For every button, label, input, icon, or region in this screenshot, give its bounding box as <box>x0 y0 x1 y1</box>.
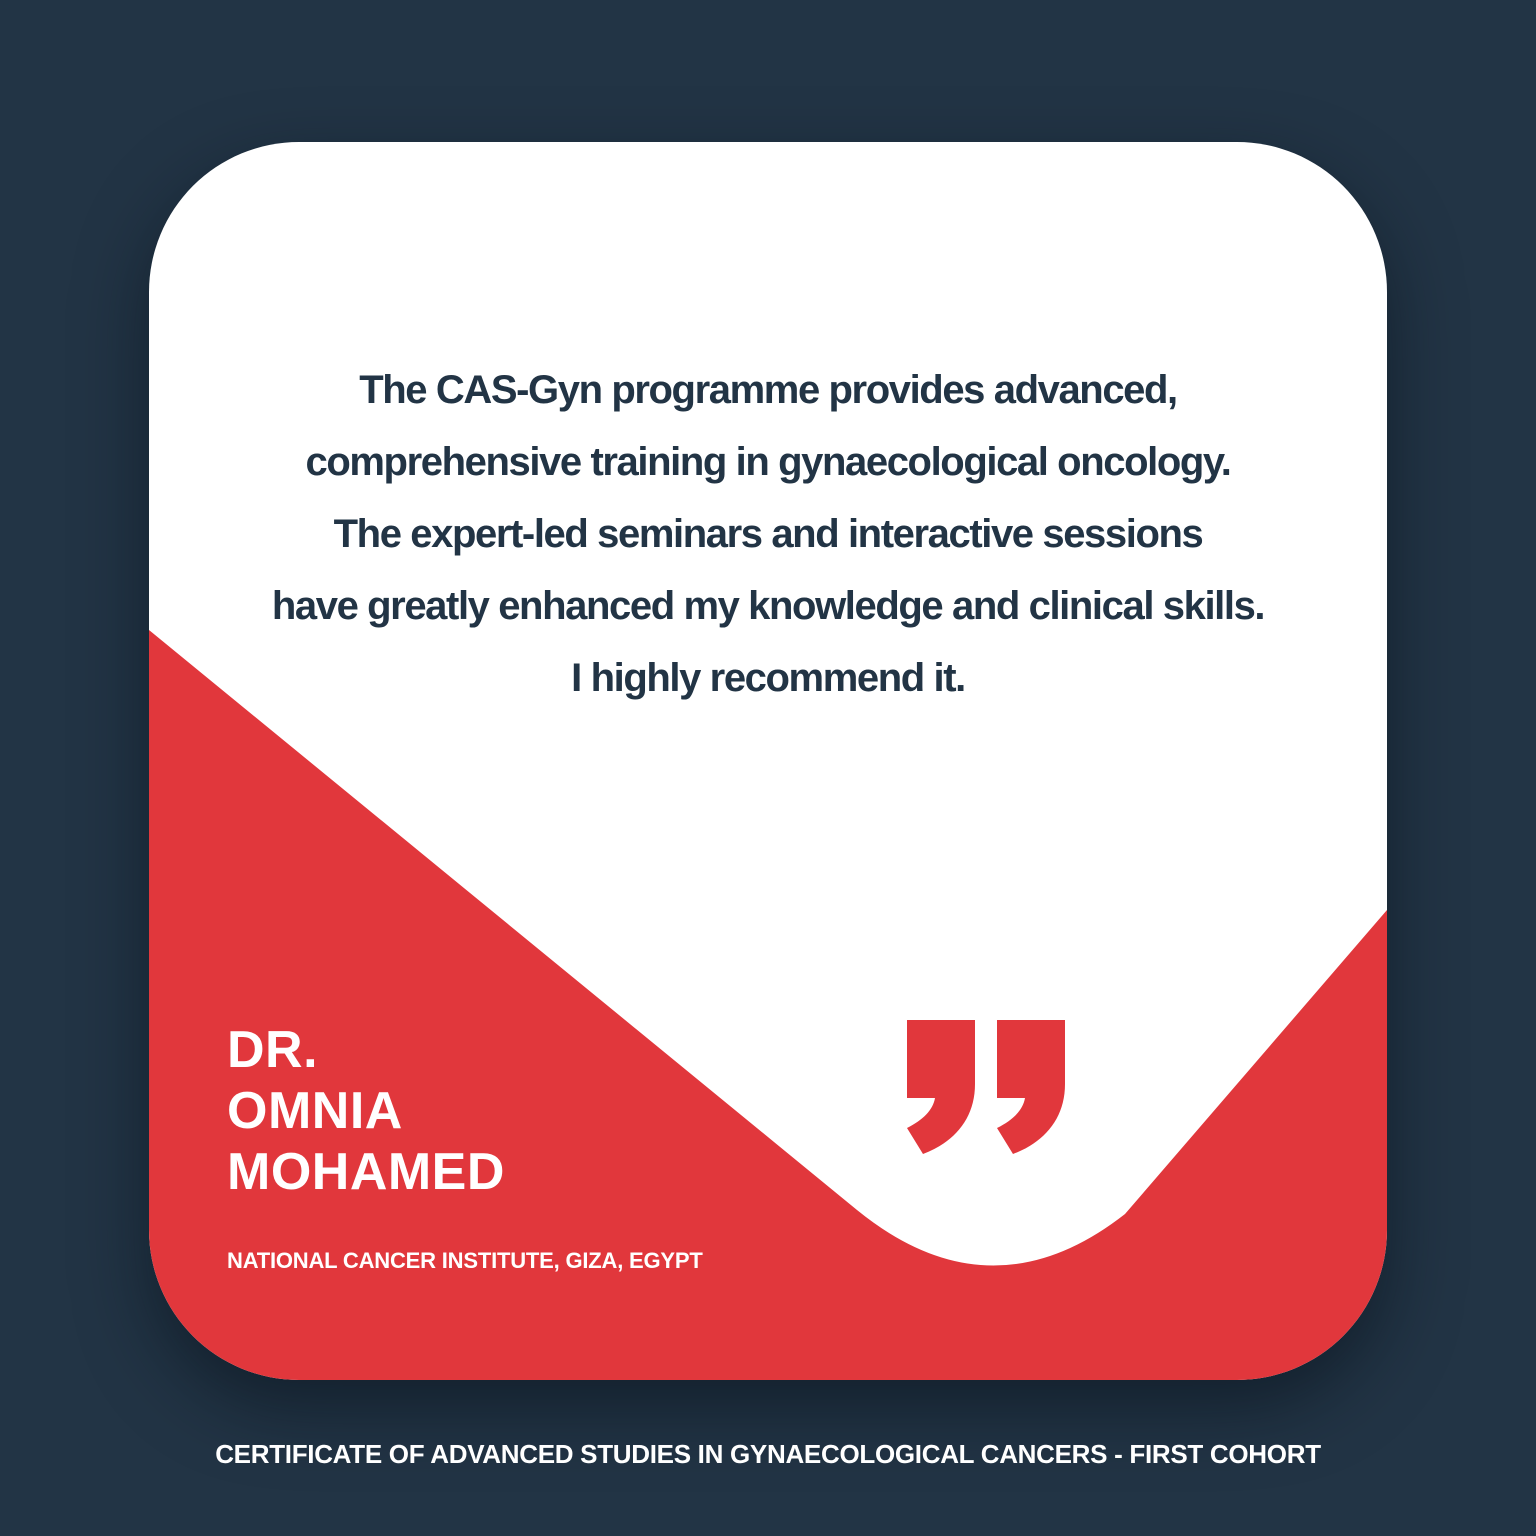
quote-line: comprehensive training in gynaecological oncology. <box>305 440 1231 484</box>
author-name-line: OMNIA <box>227 1082 403 1140</box>
quote-line: The expert-led seminars and interactive sessions <box>333 512 1203 556</box>
author-affiliation: NATIONAL CANCER INSTITUTE, GIZA, EGYPT <box>227 1248 703 1273</box>
author-name-line: MOHAMED <box>227 1143 505 1201</box>
program-footer-title: CERTIFICATE OF ADVANCED STUDIES IN GYNAECOLOGICAL CANCERS - FIRST COHORT <box>215 1439 1321 1469</box>
closing-quote-icon <box>905 1020 1071 1156</box>
author-name <box>227 1020 505 1203</box>
quote-line: have greatly enhanced my knowledge and clinical skills. <box>271 584 1265 628</box>
testimonial-card <box>149 142 1387 1380</box>
testimonial-quote <box>209 354 1327 714</box>
quote-line: I highly recommend it. <box>571 656 965 700</box>
quote-line: The CAS-Gyn programme provides advanced, <box>359 368 1177 412</box>
author-name-line: DR. <box>227 1021 319 1079</box>
